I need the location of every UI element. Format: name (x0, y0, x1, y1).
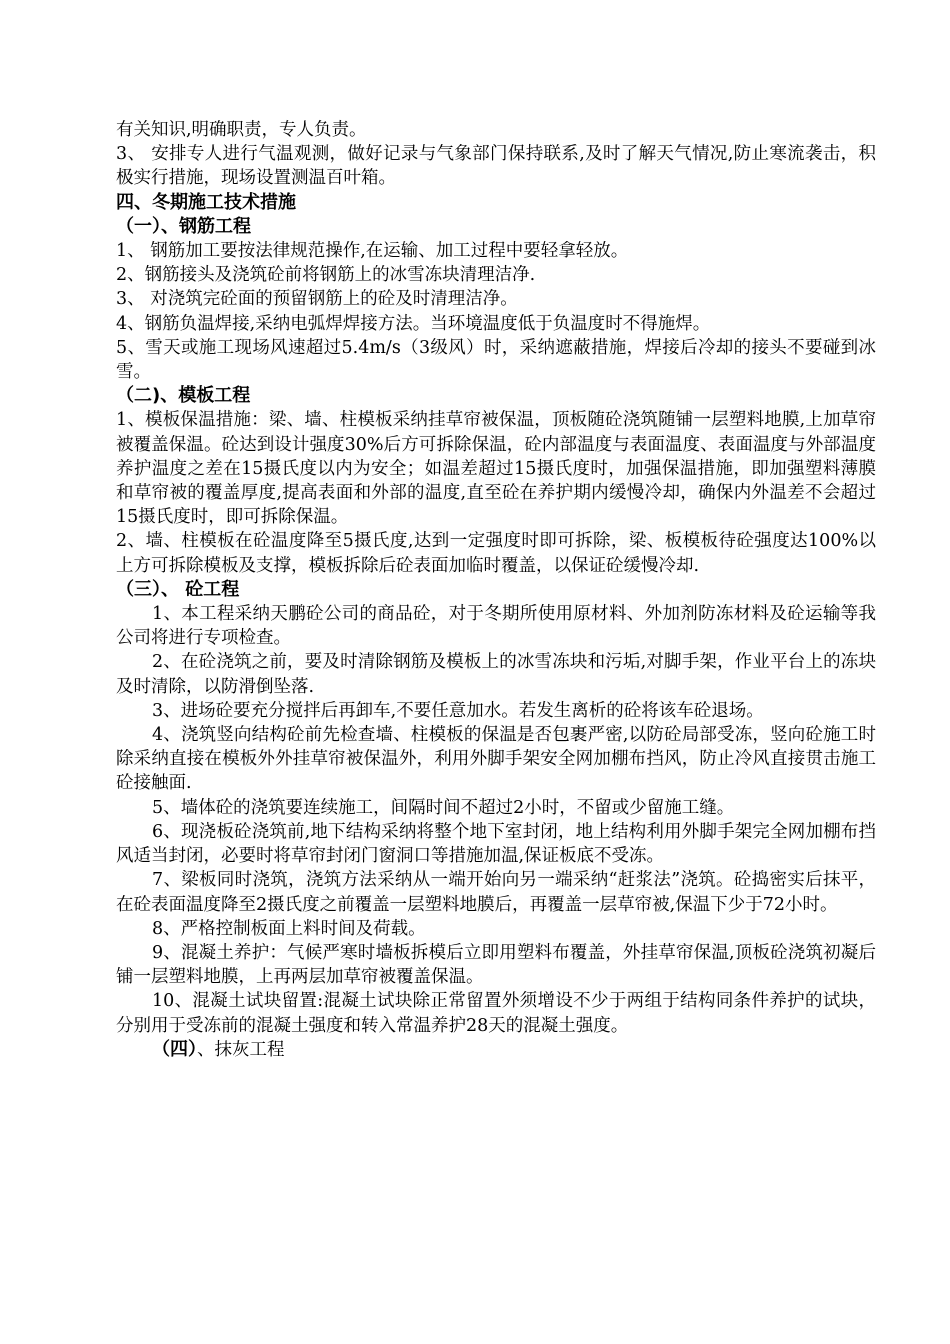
paragraph-formwork-1: 1、模板保温措施：梁、墙、柱模板采纳挂草帘被保温，顶板随砼浇筑随铺一层塑料地膜,上加草帘被覆盖保温。砼达到设计强度30%后方可拆除保温，砼内部温度与表面温度、表面温度与外部温度养护温度之差在15摄氏度以内为安全；如温差超过15摄氏度时，加强保温措施，即加强塑料薄膜和草帘被的覆盖厚度,提高表面和外部的温度,直至砼在养护期内缓慢冷却，确保内外温差不会超过15摄氏度时，即可拆除保温。 (116, 410, 876, 528)
subsection-heading-plaster-title: 、抹灰工程 (197, 1039, 285, 1060)
paragraph-concrete-4: 4、浇筑竖向结构砼前先检查墙、柱模板的保温是否包裹严密,以防砼局部受冻，竖向砼施工时除采纳直接在模板外外挂草帘被保温外，利用外脚手架安全网加棚布挡风，防止冷风直接贯击施工砼接触面. (116, 725, 876, 794)
paragraph-rebar-4: 4、钢筋负温焊接,采纳电弧焊焊接方法。当环境温度低于负温度时不得施焊。 (116, 313, 711, 334)
subsection-heading-formwork: （二)、模板工程 (116, 385, 251, 407)
paragraph-concrete-8: 8、严格控制板面上料时间及荷载。 (152, 918, 426, 939)
paragraph-concrete-5: 5、墙体砼的浇筑要连续施工，间隔时间不超过2小时，不留或少留施工缝。 (152, 797, 735, 818)
paragraph-concrete-7: 7、梁板同时浇筑，浇筑方法采纳从一端开始向另一端采纳“赶浆法”浇筑。砼捣密实后抹平，在砼表面温度降至2摄氏度之前覆盖一层塑料地膜后，再覆盖一层草帘被,保温下少于72小时。 (116, 870, 876, 915)
paragraph-rebar-1: 1、 钢筋加工要按法律规范操作,在运输、加工过程中要轻拿轻放。 (116, 241, 629, 262)
paragraph-concrete-6: 6、现浇板砼浇筑前,地下结构采纳将整个地下室封闭，地上结构利用外脚手架完全网加棚布挡风适当封闭，必要时将草帘封闭门窗洞口等措施加温,保证板底不受冻。 (116, 821, 876, 867)
subsection-heading-plaster-number: （四） (152, 1038, 197, 1060)
paragraph-concrete-2: 2、在砼浇筑之前，要及时清除钢筋及模板上的冰雪冻块和污垢,对脚手架，作业平台上的冻块及时清除，以防滑倒坠落. (116, 652, 876, 697)
paragraph-rebar-2: 2、钢筋接头及浇筑砼前将钢筋上的冰雪冻块清理洁净. (116, 265, 536, 286)
paragraph-concrete-1: 1、本工程采纳天鹏砼公司的商品砼，对于冬期所使用原材料、外加剂防冻材料及砼运输等我公司将进行专项检查。 (116, 604, 876, 649)
paragraph-concrete-10: 10、混凝土试块留置:混凝土试块除正常留置外须增设不少于两组于结构同条件养护的试块，分别用于受冻前的混凝土强度和转入常温养护28天的混凝土强度。 (116, 991, 876, 1036)
document-page (116, 118, 876, 1062)
paragraph-rebar-3: 3、 对浇筑完砼面的预留钢筋上的砼及时清理洁净。 (116, 289, 518, 310)
paragraph-concrete-3: 3、进场砼要充分搅拌后再卸车,不要任意加水。若发生离析的砼将该车砼退场。 (152, 700, 764, 721)
paragraph-weather-observation: 3、 安排专人进行气温观测，做好记录与气象部门保持联系,及时了解天气情况,防止寒流袭击，积极实行措施，现场设置测温百叶箱。 (116, 144, 876, 189)
section-heading-winter-measures: 四、冬期施工技术措施 (116, 191, 296, 213)
paragraph-intro-end: 有关知识,明确职责，专人负责。 (116, 120, 367, 140)
subsection-heading-rebar: （一）、钢筋工程 (116, 215, 251, 237)
paragraph-formwork-2: 2、墙、柱模板在砼温度降至5摄氏度,达到一定强度时即可拆除，梁、板模板待砼强度达100%以上方可拆除模板及支撑，模板拆除后砼表面加临时覆盖，以保证砼缓慢冷却. (116, 531, 876, 576)
subsection-heading-plaster (116, 1038, 876, 1062)
paragraph-rebar-5: 5、雪天或施工现场风速超过5.4m/s（3级风）时，采纳遮蔽措施，焊接后冷却的接头不要碰到冰雪。 (116, 337, 876, 383)
paragraph-concrete-9: 9、混凝土养护：气候严寒时墙板拆模后立即用塑料布覆盖，外挂草帘保温,顶板砼浇筑初凝后铺一层塑料地膜，上再两层加草帘被覆盖保温。 (116, 942, 876, 988)
subsection-heading-concrete: （三）、 砼工程 (116, 578, 240, 600)
